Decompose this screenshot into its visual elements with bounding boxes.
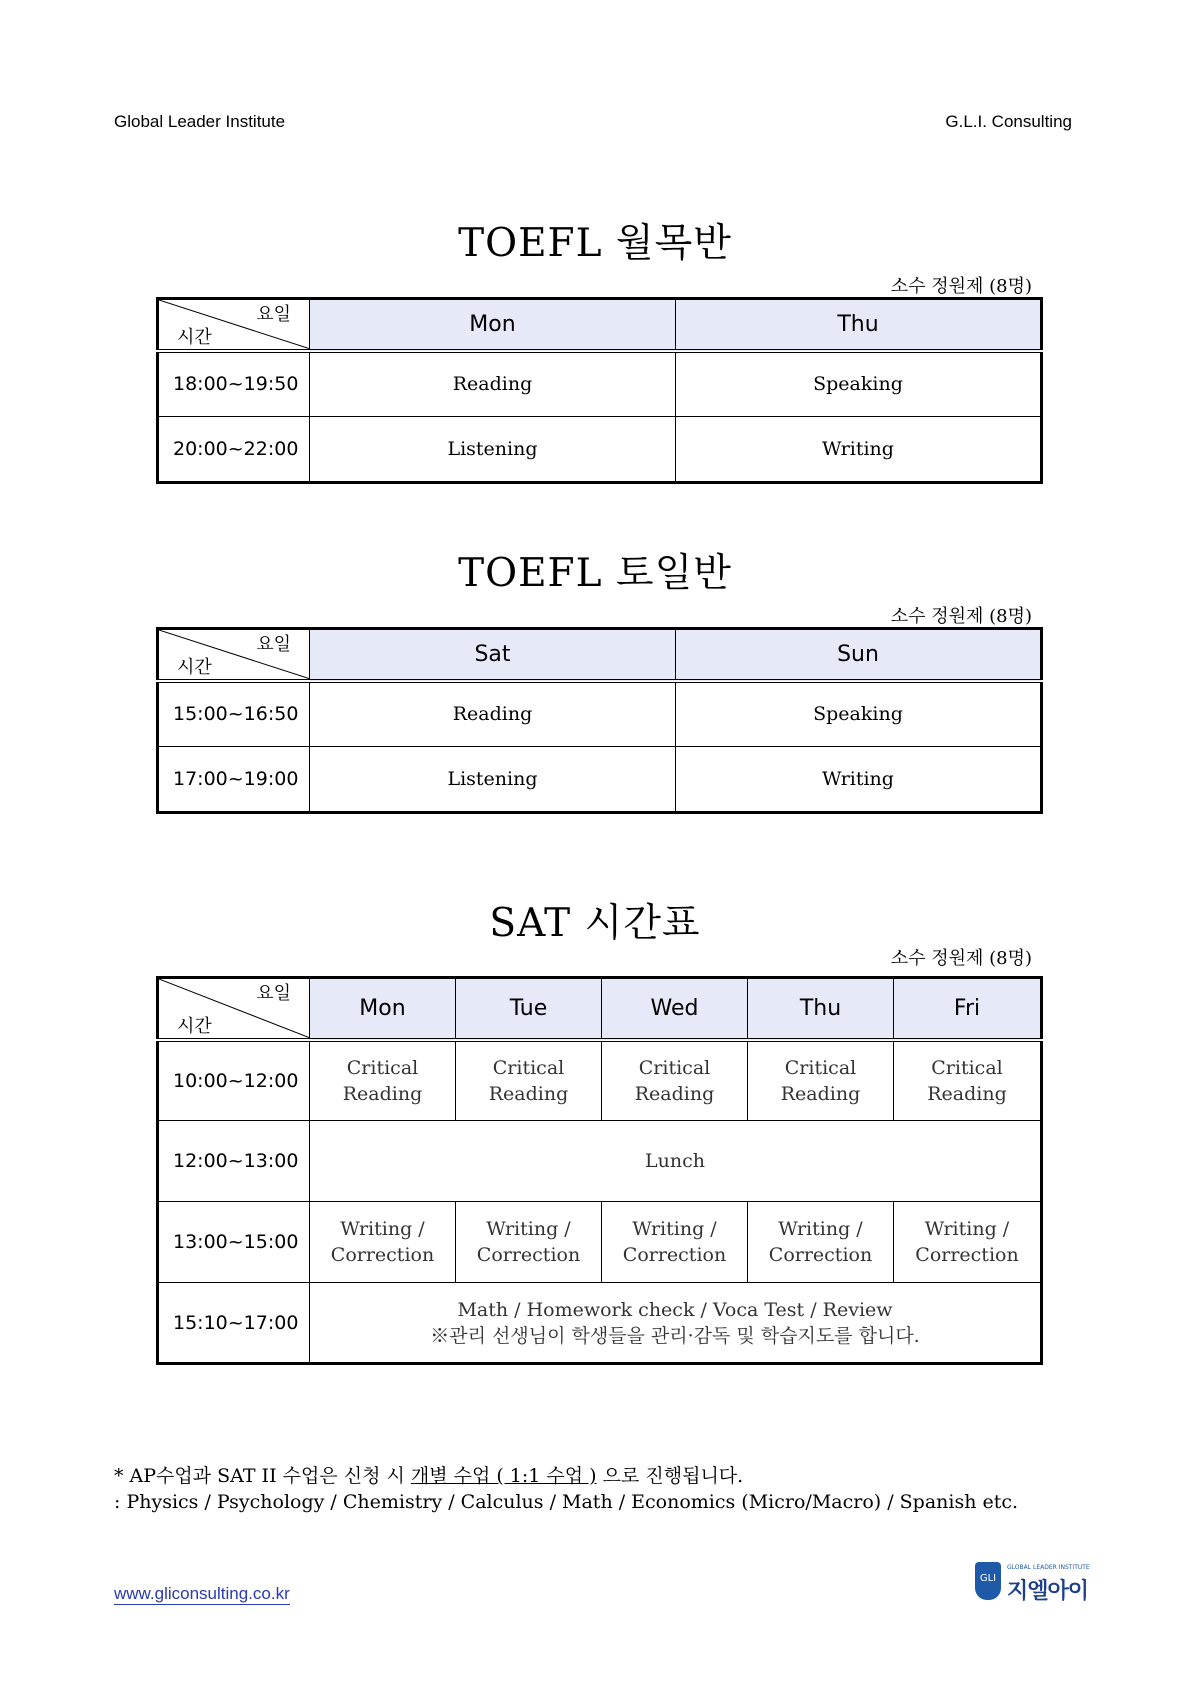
- time-cell: 20:00~22:00: [158, 417, 310, 483]
- time-cell: 18:00~19:50: [158, 351, 310, 417]
- day-header: Tue: [456, 978, 602, 1040]
- time-cell: 17:00~19:00: [158, 747, 310, 813]
- day-header: Sat: [310, 629, 676, 681]
- gli-logo: [975, 1560, 1090, 1606]
- corner-time-label: 시간: [177, 1015, 212, 1037]
- class-cell: Reading: [310, 351, 676, 417]
- class-cell: Critical Reading: [456, 1040, 602, 1121]
- day-header: Sun: [676, 629, 1042, 681]
- day-header: Mon: [310, 978, 456, 1040]
- time-cell: 13:00~15:00: [158, 1202, 310, 1283]
- toefl-weekend-table: [156, 627, 1043, 814]
- class-cell: Critical Reading: [748, 1040, 894, 1121]
- class-cell: Writing: [676, 747, 1042, 813]
- corner-cell: [158, 978, 310, 1040]
- review-line-2: ※관리 선생님이 학생들을 관리·감독 및 학습지도를 합니다.: [430, 1324, 920, 1347]
- table-row: [158, 1283, 1042, 1364]
- toefl-weekday-title: TOEFL 월목반: [458, 221, 732, 266]
- class-cell: Writing / Correction: [894, 1202, 1042, 1283]
- table-row: [158, 747, 1042, 813]
- class-cell: Speaking: [676, 681, 1042, 747]
- corner-time-label: 시간: [177, 656, 212, 678]
- class-cell: Critical Reading: [602, 1040, 748, 1121]
- table-row: [158, 1121, 1042, 1202]
- table-row: [158, 351, 1042, 417]
- logo-name: 지엘아이: [1007, 1579, 1089, 1604]
- class-cell: Speaking: [676, 351, 1042, 417]
- logo-small-text: GLOBAL LEADER INSTITUTE: [1007, 1564, 1090, 1571]
- time-cell: 10:00~12:00: [158, 1040, 310, 1121]
- sat-table: [156, 976, 1043, 1365]
- table-row: [158, 1202, 1042, 1283]
- day-header: Fri: [894, 978, 1042, 1040]
- class-cell: Listening: [310, 747, 676, 813]
- corner-cell: [158, 629, 310, 681]
- website-link[interactable]: www.gliconsulting.co.kr: [114, 1584, 290, 1603]
- header-right: G.L.I. Consulting: [945, 112, 1072, 131]
- class-cell: Reading: [310, 681, 676, 747]
- review-cell: [310, 1283, 1042, 1364]
- footer-note-line-1: * AP수업과 SAT II 수업은 신청 시 개별 수업 ( 1:1 수업 ) 으로 진행됩니다.: [114, 1465, 744, 1487]
- corner-day-label: 요일: [256, 983, 291, 1004]
- day-header: Thu: [748, 978, 894, 1040]
- sat-title: SAT 시간표: [489, 901, 701, 946]
- time-cell: 15:00~16:50: [158, 681, 310, 747]
- header-left: Global Leader Institute: [114, 112, 286, 131]
- lunch-cell: Lunch: [310, 1121, 1042, 1202]
- corner-time-label: 시간: [177, 326, 212, 348]
- class-cell: Writing / Correction: [456, 1202, 602, 1283]
- day-header: Mon: [310, 299, 676, 351]
- day-header: Thu: [676, 299, 1042, 351]
- table-row: [158, 681, 1042, 747]
- review-line-1: Math / Homework check / Voca Test / Review: [457, 1298, 893, 1321]
- time-cell: 12:00~13:00: [158, 1121, 310, 1202]
- table-row: [158, 417, 1042, 483]
- toefl-weekend-title: TOEFL 토일반: [458, 551, 732, 596]
- class-cell: Writing / Correction: [602, 1202, 748, 1283]
- logo-badge: GLI: [975, 1562, 1001, 1600]
- class-cell: Critical Reading: [310, 1040, 456, 1121]
- corner-day-label: 요일: [256, 304, 291, 325]
- toefl-weekend-capacity: 소수 정원제 (8명): [890, 606, 1032, 627]
- corner-day-label: 요일: [256, 634, 291, 655]
- toefl-weekday-capacity: 소수 정원제 (8명): [890, 276, 1032, 297]
- class-cell: Writing / Correction: [748, 1202, 894, 1283]
- class-cell: Critical Reading: [894, 1040, 1042, 1121]
- class-cell: Listening: [310, 417, 676, 483]
- footer-note-line-2: : Physics / Psychology / Chemistry / Calculus / Math / Economics (Micro/Macro) / Spanish etc.: [114, 1491, 1019, 1513]
- day-header: Wed: [602, 978, 748, 1040]
- corner-cell: [158, 299, 310, 351]
- footer-note-underlined: 개별 수업 ( 1:1 수업 ): [410, 1465, 597, 1487]
- sat-capacity: 소수 정원제 (8명): [890, 948, 1032, 969]
- class-cell: Writing / Correction: [310, 1202, 456, 1283]
- table-row: [158, 1040, 1042, 1121]
- toefl-weekday-table: [156, 297, 1043, 484]
- time-cell: 15:10~17:00: [158, 1283, 310, 1364]
- class-cell: Writing: [676, 417, 1042, 483]
